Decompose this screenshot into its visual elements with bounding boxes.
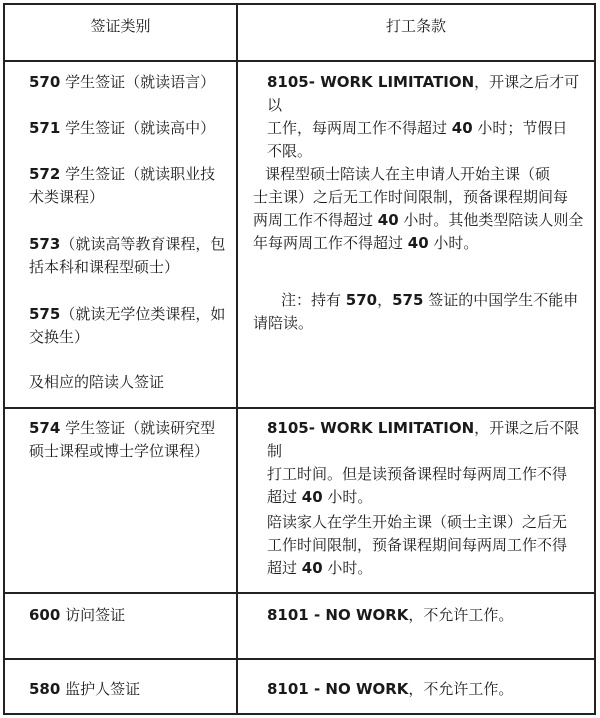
chinese-students-note: 注：持有 570，575 签证的中国学生不能申 请陪读。 [253, 291, 579, 332]
row-divider [5, 407, 594, 409]
dependent-coursework-terms: 课程型硕士陪读人在主申请人开始主课（硕 士主课）之后无工作时间限制，预备课程期间每 两周工作不得超过 40 小时。其他类型陪读人则全 年每两周工作不得超过 40 小时。 [253, 165, 584, 252]
term-8105-research: 8105- WORK LIMITATION，开课之后不限制 打工时间。但是读预备课程时每两周工作不得 超过 40 小时。 [267, 419, 580, 506]
visa-572: 572 学生签证（就读职业技 术类课程） [29, 165, 216, 206]
header-work-terms: 打工条款 [385, 17, 446, 35]
visa-574: 574 学生签证（就读研究型 硕士课程或博士学位课程） [29, 419, 216, 460]
term-8101-visitor: 8101 - NO WORK，不允许工作。 [267, 606, 514, 624]
visa-580: 580 监护人签证 [29, 680, 141, 698]
visa-571: 571 学生签证（就读高中） [29, 119, 216, 137]
header-visa-type: 签证类别 [90, 17, 151, 35]
row-divider [5, 658, 594, 660]
row-divider [5, 60, 594, 62]
visa-work-terms-table [3, 3, 596, 715]
visa-570: 570 学生签证（就读语言） [29, 73, 216, 91]
visa-600: 600 访问签证 [29, 606, 126, 624]
visa-573: 573（就读高等教育课程，包 括本科和课程型硕士） [29, 235, 226, 276]
column-divider [236, 5, 238, 713]
term-8105-students: 8105- WORK LIMITATION，开课之后才可以 工作，每两周工作不得超过 40 小时；节假日 不限。 [267, 73, 580, 160]
dependent-research-terms: 陪读家人在学生开始主课（硕士主课）之后无 工作时间限制，预备课程期间每两周工作不得 超过 40 小时。 [267, 513, 568, 577]
row-divider [5, 592, 594, 594]
term-8101-guardian: 8101 - NO WORK，不允许工作。 [267, 680, 514, 698]
visa-575: 575（就读无学位类课程，如 交换生） [29, 305, 226, 346]
dependent-visa-note: 及相应的陪读人签证 [29, 373, 165, 391]
